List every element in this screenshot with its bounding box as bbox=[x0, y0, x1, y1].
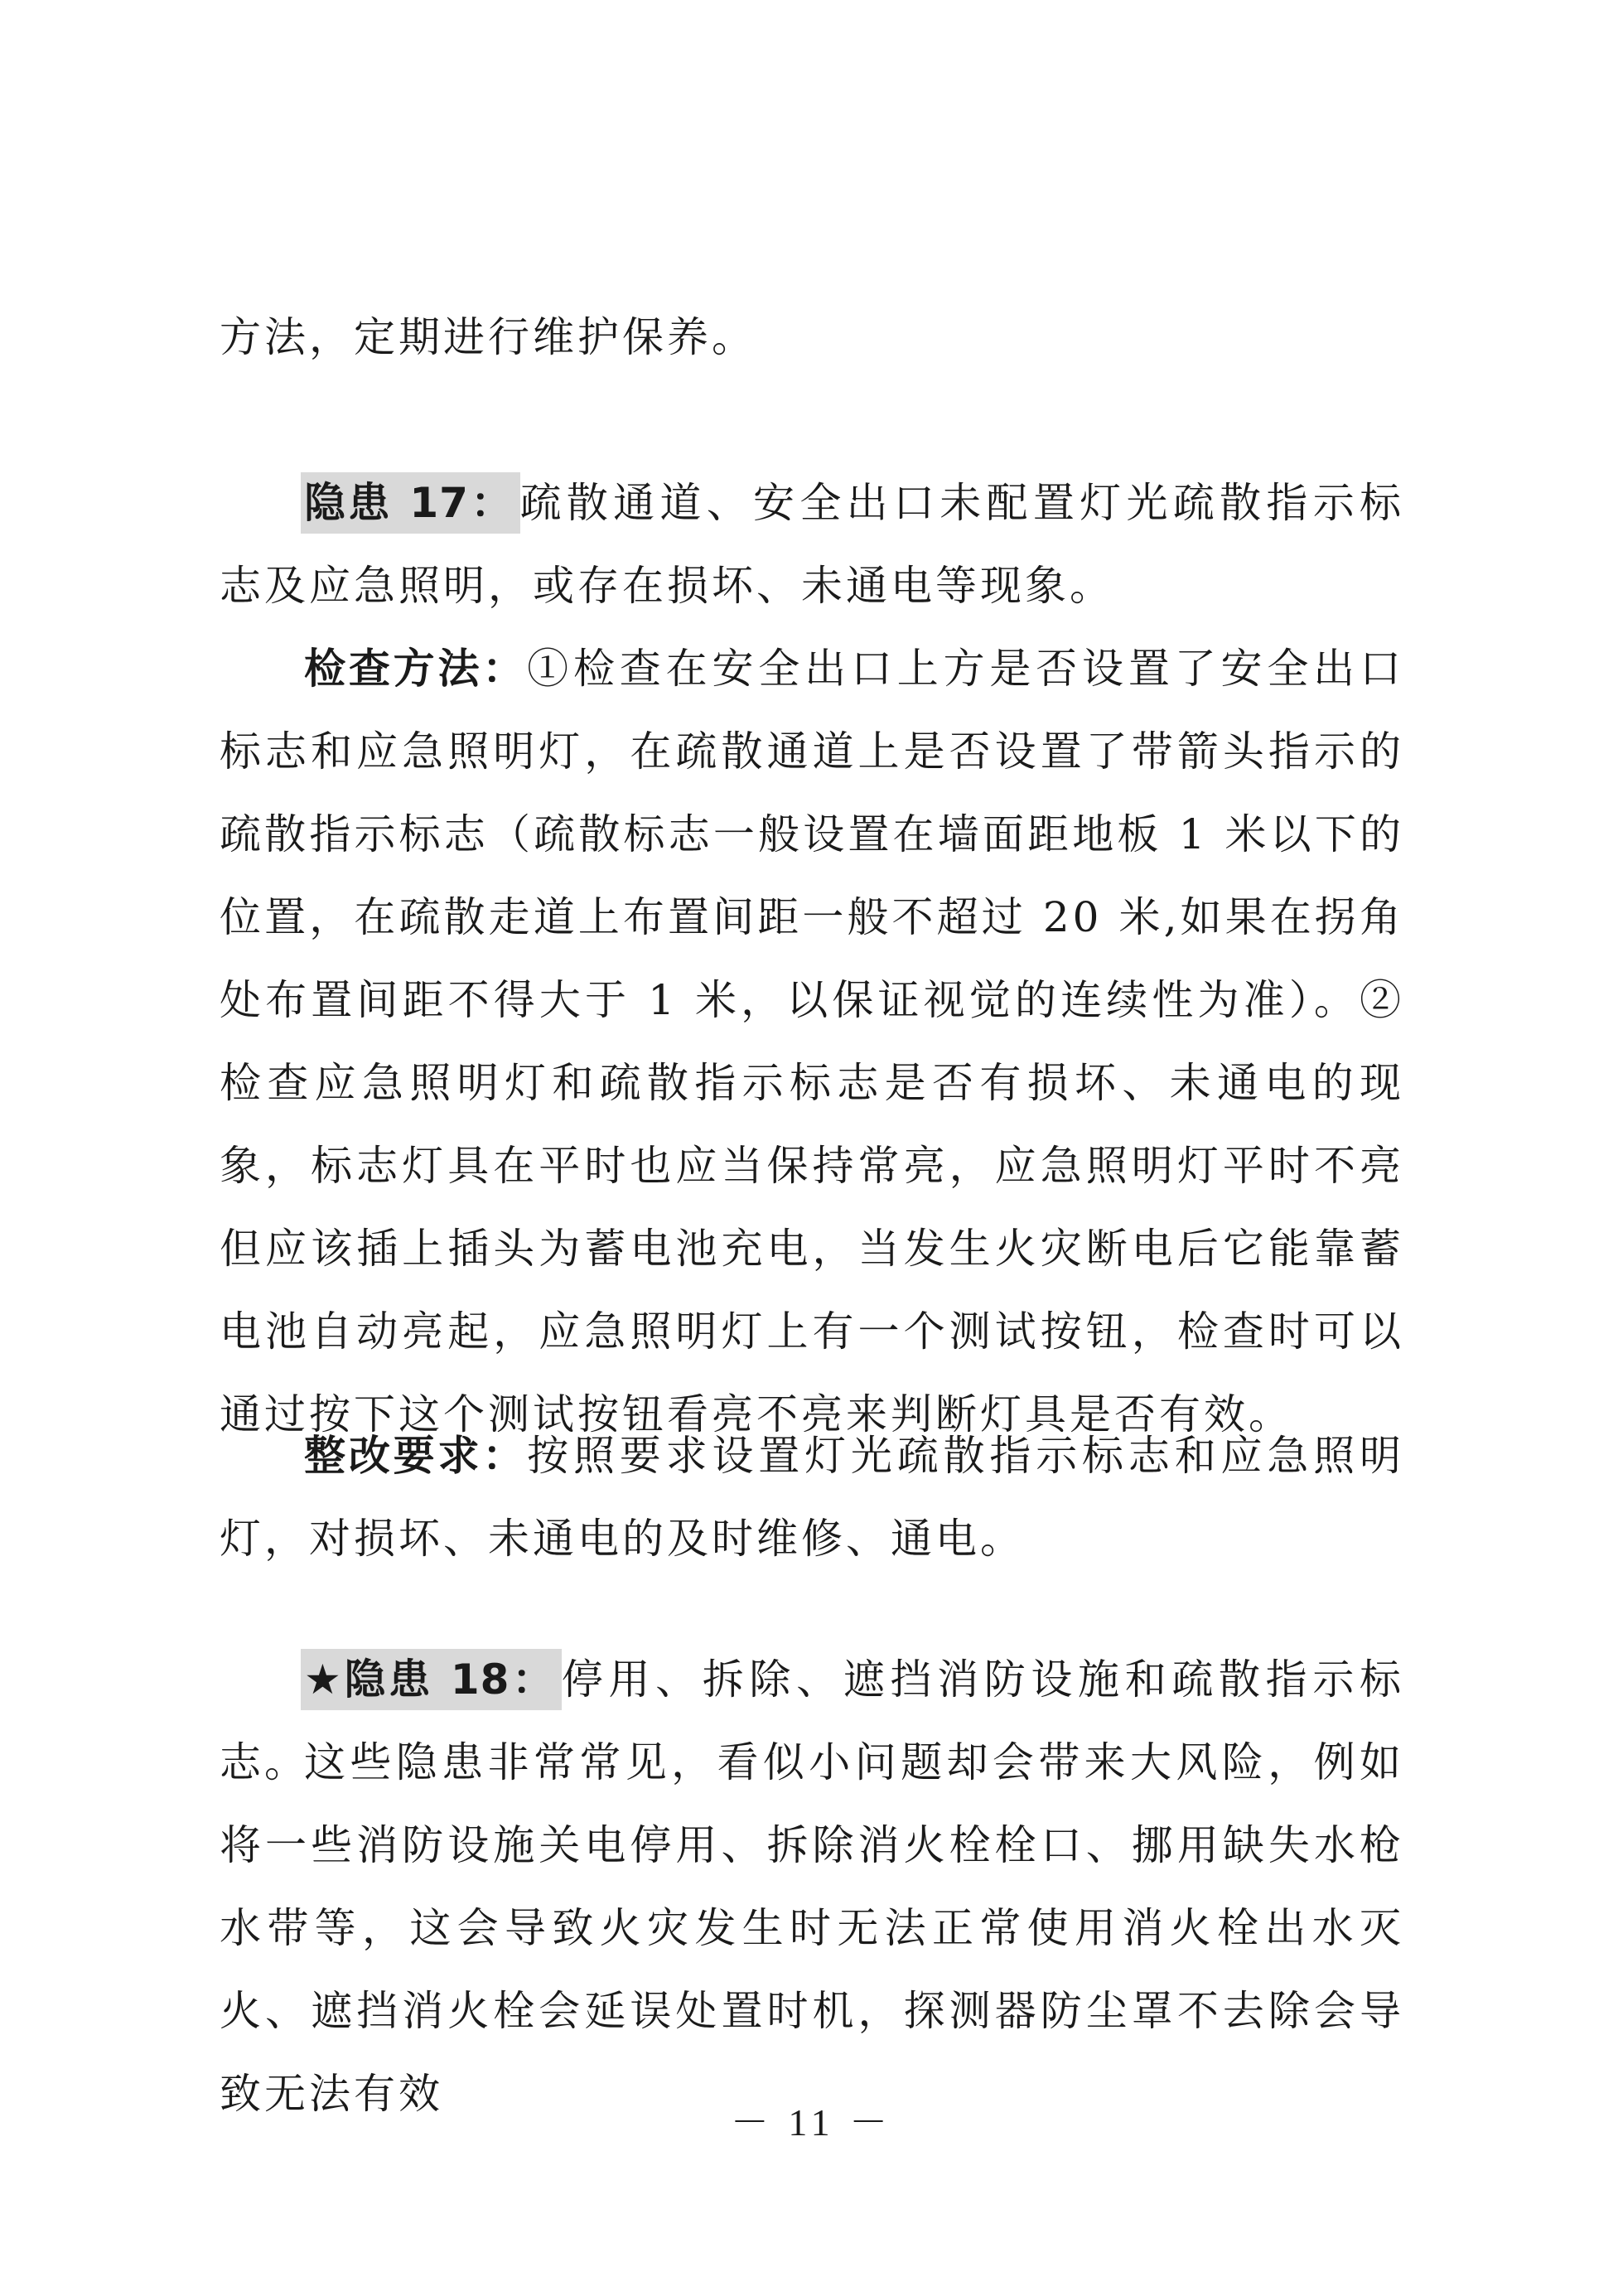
continued-text: 方法，定期进行维护保养。 bbox=[220, 313, 756, 361]
hazard-17-paragraph bbox=[220, 462, 1404, 627]
rectification-paragraph bbox=[220, 1414, 1404, 1580]
check-method-text: ①检查在安全出口上方是否设置了安全出口标志和应急照明灯，在疏散通道上是否设置了带箭头指示的疏散指示标志（疏散标志一般设置在墙面距地板 1 米以下的位置，在疏散走道上布置间距一般不超过 20 米,如果在拐角处布置间距不得大于 1 米，以保证视觉的连续性为准）。②检查应急照明灯和疏散指示标志是否有损坏、未通电的现象，标志灯具在平时也应当保持常亮，应急照明灯平时不亮但应该插上插头为蓄电池充电，当发生火灾断电后它能靠蓄电池自动亮起，应急照明灯上有一个测试按钮，检查时可以通过按下这个测试按钮看亮不亮来判断灯具是否有效。 bbox=[220, 645, 1405, 1438]
page-number: － 11 － bbox=[730, 2101, 893, 2144]
check-method-label: 检查方法： bbox=[304, 645, 528, 693]
hazard-18-description bbox=[220, 1721, 1404, 2135]
check-method-paragraph bbox=[220, 627, 1404, 1456]
hazard-17-label: 隐患 17： bbox=[301, 472, 520, 534]
rectification-text: 按照要求设置灯光疏散指示标志和应急照明灯，对损坏、未通电的及时维修、通电。 bbox=[220, 1432, 1405, 1563]
hazard-18-label: ★隐患 18： bbox=[301, 1649, 562, 1710]
rectification-label: 整改要求： bbox=[304, 1432, 528, 1480]
hazard-17-text: 疏散通道、安全出口未配置灯光疏散指示标志及应急照明，或存在损坏、未通电等现象。 bbox=[220, 479, 1404, 610]
continued-paragraph bbox=[220, 296, 1404, 379]
hazard-18-description-text: 这些隐患非常常见，看似小问题却会带来大风险，例如将一些消防设施关电停用、拆除消火栓栓口、挪用缺失水枪水带等，这会导致火灾发生时无法正常使用消火栓出水灭火、遮挡消火栓会延误处置时机，探测器防尘罩不去除会导致无法有效 bbox=[220, 1738, 1404, 2118]
hazard-18-text: 停用、拆除、遮挡消防设施和疏散指示标志。 bbox=[220, 1656, 1405, 1786]
